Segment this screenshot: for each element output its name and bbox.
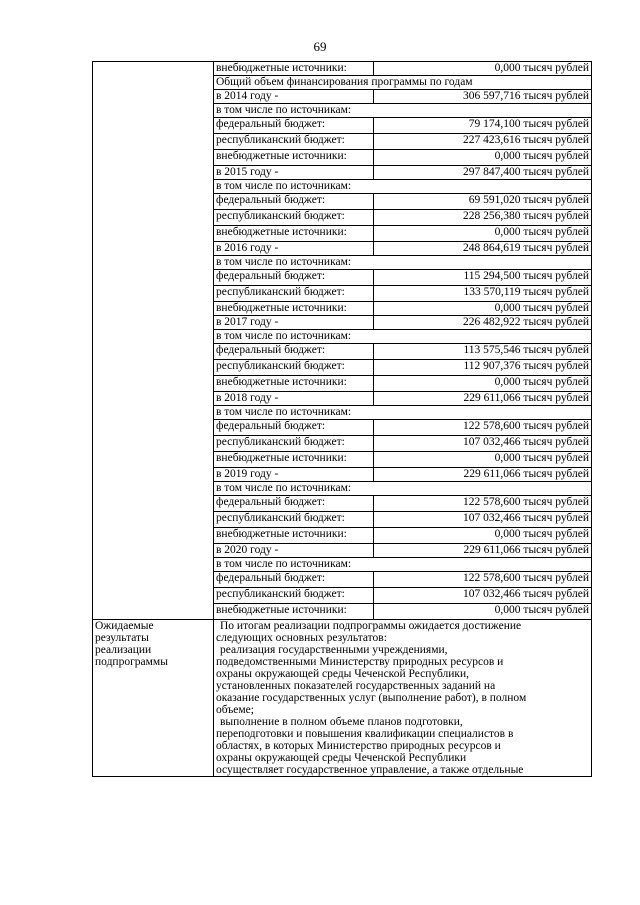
federal-budget-value: 122 578,600 тысяч рублей [374,496,592,512]
federal-budget-value: 79 174,100 тысяч рублей [374,118,592,134]
extra-budget-value: 0,000 тысяч рублей [374,528,592,544]
results-line: охраны окружающей среды Чеченской Республики, [216,668,470,680]
federal-budget-label: федеральный бюджет: [214,194,374,210]
results-line: переподготовки и повышения квалификации специалистов в [216,728,514,740]
republic-budget-value: 228 256,380 тысяч рублей [374,210,592,226]
sources-label: в том числе по источникам: [214,482,592,496]
left-empty-cell [93,62,214,620]
sources-label: в том числе по источникам: [214,180,592,194]
results-line: охраны окружающей среды Чеченской Республики [216,752,467,764]
sources-label: в том числе по источникам: [214,104,592,118]
federal-budget-value: 115 294,500 тысяч рублей [374,270,592,286]
sources-label: в том числе по источникам: [214,330,592,344]
year-total-label: в 2018 году - [214,392,374,406]
row-value: 0,000 тысяч рублей [374,62,592,76]
year-total-label: в 2020 году - [214,544,374,558]
extra-budget-label: внебюджетные источники: [214,452,374,468]
federal-budget-label: федеральный бюджет: [214,118,374,134]
year-total-value: 229 611,066 тысяч рублей [374,392,592,406]
sources-label: в том числе по источникам: [214,406,592,420]
federal-budget-label: федеральный бюджет: [214,420,374,436]
republic-budget-value: 133 570,119 тысяч рублей [374,286,592,302]
results-label-line: Ожидаемые [95,620,154,632]
year-total-value: 226 482,922 тысяч рублей [374,316,592,330]
extra-budget-label: внебюджетные источники: [214,226,374,242]
extra-budget-label: внебюджетные источники: [214,376,374,392]
extra-budget-value: 0,000 тысяч рублей [374,150,592,166]
results-label-line: результаты [95,632,149,644]
extra-budget-label: внебюджетные источники: [214,302,374,316]
republic-budget-label: республиканский бюджет: [214,286,374,302]
extra-budget-value: 0,000 тысяч рублей [374,302,592,316]
year-total-label: в 2014 году - [214,90,374,104]
extra-budget-value: 0,000 тысяч рублей [374,452,592,468]
extra-budget-value: 0,000 тысяч рублей [374,226,592,242]
results-label-line: подпрограммы [95,656,168,668]
results-line: осуществляет государственное управление, а также отдельные [216,764,524,776]
extra-budget-value: 0,000 тысяч рублей [374,376,592,392]
results-line: По итогам реализации подпрограммы ожидается достижение [220,620,522,632]
year-total-label: в 2017 году - [214,316,374,330]
year-total-label: в 2015 году - [214,166,374,180]
republic-budget-label: республиканский бюджет: [214,360,374,376]
republic-budget-value: 112 907,376 тысяч рублей [374,360,592,376]
results-line: объеме; [216,704,254,716]
federal-budget-value: 122 578,600 тысяч рублей [374,572,592,588]
year-total-label: в 2016 году - [214,242,374,256]
year-total-value: 229 611,066 тысяч рублей [374,468,592,482]
funding-header: Общий объем финансирования программы по годам [214,76,592,90]
results-line: следующих основных результатов: [216,632,387,644]
republic-budget-label: республиканский бюджет: [214,588,374,604]
republic-budget-value: 107 032,466 тысяч рублей [374,436,592,452]
republic-budget-value: 227 423,616 тысяч рублей [374,134,592,150]
year-total-value: 248 864,619 тысяч рублей [374,242,592,256]
extra-budget-label: внебюджетные источники: [214,150,374,166]
extra-budget-label: внебюджетные источники: [214,528,374,544]
federal-budget-value: 69 591,020 тысяч рублей [374,194,592,210]
federal-budget-label: федеральный бюджет: [214,496,374,512]
year-total-value: 297 847,400 тысяч рублей [374,166,592,180]
republic-budget-label: республиканский бюджет: [214,134,374,150]
republic-budget-label: республиканский бюджет: [214,436,374,452]
results-line: областях, в которых Министерство природных ресурсов и [216,740,501,752]
results-row [93,620,592,777]
federal-budget-value: 113 575,546 тысяч рублей [374,344,592,360]
results-line: реализация государственными учреждениями, [220,644,448,656]
page-number: 69 [313,39,327,54]
federal-budget-value: 122 578,600 тысяч рублей [374,420,592,436]
results-line: подведомственными Министерству природных ресурсов и [216,656,504,668]
republic-budget-value: 107 032,466 тысяч рублей [374,588,592,604]
republic-budget-label: республиканский бюджет: [214,512,374,528]
row-label: внебюджетные источники: [214,62,374,76]
results-text [214,620,592,777]
federal-budget-label: федеральный бюджет: [214,344,374,360]
table-row [93,62,592,76]
federal-budget-label: федеральный бюджет: [214,572,374,588]
sources-label: в том числе по источникам: [214,256,592,270]
year-total-value: 229 611,066 тысяч рублей [374,544,592,558]
republic-budget-label: республиканский бюджет: [214,210,374,226]
year-total-label: в 2019 году - [214,468,374,482]
results-label-line: реализации [95,644,152,656]
republic-budget-value: 107 032,466 тысяч рублей [374,512,592,528]
federal-budget-label: федеральный бюджет: [214,270,374,286]
year-total-value: 306 597,716 тысяч рублей [374,90,592,104]
extra-budget-value: 0,000 тысяч рублей [374,604,592,620]
results-line: оказание государственных услуг (выполнение работ), в полном [216,692,527,704]
results-line: выполнение в полном объеме планов подготовки, [220,716,463,728]
extra-budget-label: внебюджетные источники: [214,604,374,620]
sources-label: в том числе по источникам: [214,558,592,572]
funding-table [92,61,592,777]
results-label [93,620,214,777]
results-line: установленных показателей государственных заданий на [216,680,496,692]
